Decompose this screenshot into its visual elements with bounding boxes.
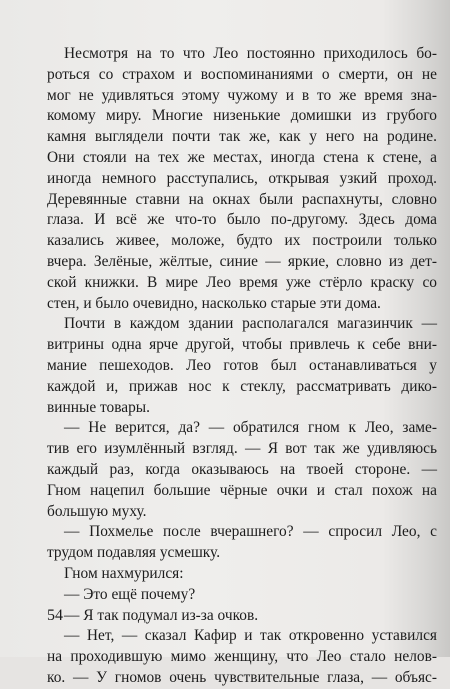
text-line: Гном нацепил большие чёрные очки и стал похож на	[47, 481, 437, 499]
text-line: Несмотря на то что Лео постоянно приходилось бо-	[64, 45, 437, 62]
text-line: казались живее, моложе, будто их построили только	[47, 232, 437, 250]
text-line: — Нет, — сказал Кафир и так откровенно уставился	[64, 627, 437, 645]
text-line: винные товары.	[47, 398, 150, 416]
text-line: Деревянные ставни на окнах были распахнуты, словно	[47, 190, 437, 208]
text-line: — Похмелье после вчерашнего? — спросил Лео, с	[64, 523, 437, 541]
text-line: Гном нахмурился:	[64, 564, 184, 582]
text-line: Почти в каждом здании располагался магазинчик —	[64, 315, 437, 333]
text-line: — Я так подумал из-за очков.	[64, 606, 259, 624]
body-text	[47, 44, 437, 689]
text-line: мог не удивляться этому чужому и в то же время зна-	[47, 86, 437, 104]
text-line: большую муху.	[47, 502, 147, 520]
text-line: на проходившую мимо женщину, что Лео стало нелов-	[47, 648, 437, 666]
text-line: ко. — У гномов очень чувствительные глаза, — объяс-	[47, 668, 437, 686]
text-line: трудом подавляя усмешку.	[47, 544, 221, 562]
text-line: ской книжки. В мире Лео время уже стёрло краску со	[47, 273, 437, 291]
text-line: вчера. Зелёные, жёлтые, синие — яркие, словно из дет-	[47, 252, 437, 270]
text-line: каждой и, прижав нос к стеклу, рассматривать дико-	[47, 377, 437, 395]
text-line: комому миру. Многие низенькие домишки из грубого	[47, 107, 437, 125]
text-line: иногда немного расступались, открывая узкий проход.	[47, 169, 437, 187]
text-line: витрины одна ярче другой, чтобы привлечь к себе вни-	[47, 336, 437, 354]
text-line: мание пешеходов. Лео готов был останавливаться у	[47, 356, 437, 374]
text-line: Они стояли на тех же местах, иногда стена к стене, а	[47, 148, 437, 166]
text-line: роться со страхом и воспоминаниями о смерти, он не	[47, 65, 437, 83]
page-number: 54	[47, 607, 63, 624]
text-line: — Не верится, да? — обратился гном к Лео, заме-	[64, 419, 437, 437]
text-line: каждый раз, когда оказываюсь на твоей стороне. —	[47, 460, 437, 478]
text-line: глаза. И всё же что-то было по-другому. Здесь дома	[47, 211, 437, 229]
text-line: тив его изумлённый взгляд. — Я вот так же удивляюсь	[47, 440, 437, 458]
text-line: стен, и было очевидно, насколько старые эти дома.	[47, 294, 381, 312]
text-line: — Это ещё почему?	[64, 585, 196, 603]
text-line: камня выглядели почти так же, как у него на родине.	[47, 128, 437, 146]
